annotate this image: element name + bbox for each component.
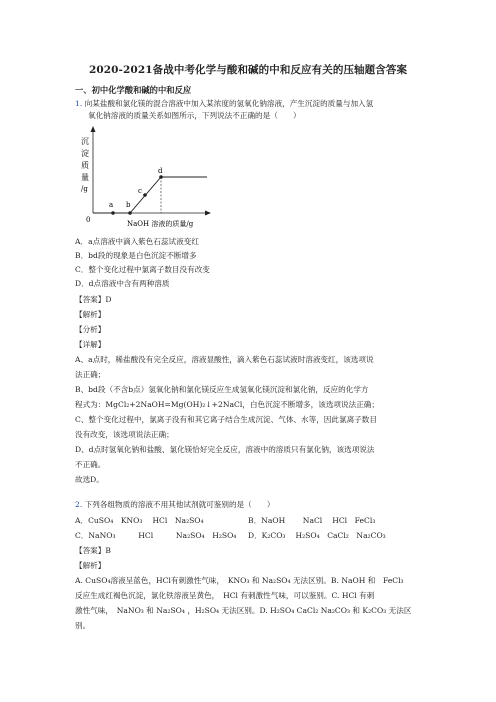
y-label-unit: /g bbox=[81, 185, 88, 193]
q1-detail-line4: 程式为：MgCl₂+2NaOH=Mg(OH)₂↓+2NaCl，白色沉淀不断增多，该选项说法正确； bbox=[75, 400, 379, 409]
q1-answer: 【答案】D bbox=[75, 295, 112, 304]
q1-detail-line9: 故选D。 bbox=[75, 475, 104, 484]
q2-answer: 【答案】B bbox=[75, 546, 111, 555]
section-heading: 一、初中化学酸和碱的中和反应 bbox=[75, 85, 192, 95]
q2-option-b: B．NaOH NaCl HCl FeCl₃ bbox=[248, 516, 376, 525]
q2-option-d: D．K₂CO₃ H₂SO₄ CaCl₂ Na₂CO₃ bbox=[248, 531, 386, 540]
q1-detail-line7: D、d点时氢氧化钠和盐酸、氯化镁恰好完全反应，溶液中的溶质只有氯化钠，该选项说法 bbox=[75, 445, 375, 454]
document-title: 2020-2021备战中考化学与酸和碱的中和反应有关的压轴题含答案 bbox=[88, 64, 408, 76]
q1-option-c: C．整个变化过程中氯离子数目没有改变 bbox=[75, 265, 210, 274]
y-label-3: 质 bbox=[81, 161, 89, 170]
q2-option-a: A．CuSO₄ KNO₃ HCl Na₂SO₄ bbox=[75, 516, 204, 525]
q2-detail-line3: 激性气味， NaNO₃ 和 Na₂SO₄ ，H₂SO₄ 无法区别。D. H₂SO₄ CaCl₂ Na₂CO₃ 和 K₂CO₃ 无法区 bbox=[75, 606, 412, 615]
y-axis-arrow bbox=[91, 126, 96, 132]
q2-detail-line4: 别。 bbox=[75, 621, 91, 630]
q2-stem: 2. 下列各组物质的溶液不用其他试剂就可鉴别的是（ ） bbox=[75, 500, 275, 509]
point-b-label: b bbox=[126, 201, 131, 209]
q1-precipitate-graph bbox=[75, 124, 215, 232]
q1-number: 1. bbox=[75, 99, 83, 108]
q1-detail-line3: B、bd段（不含b点）氢氧化钠和氯化镁反应生成氢氧化镁沉淀和氯化钠，反应的化学方 bbox=[75, 385, 369, 394]
point-c-label: c bbox=[138, 187, 142, 195]
point-d-label: d bbox=[158, 167, 163, 175]
q1-detail-line6: 没有改变，该选项说法正确； bbox=[75, 430, 174, 439]
point-d bbox=[159, 175, 163, 179]
y-label-2: 淀 bbox=[81, 149, 89, 158]
y-label-1: 沉 bbox=[81, 137, 89, 146]
origin-label: 0 bbox=[86, 216, 91, 224]
q2-detail-line1: A. CuSO₄溶液呈蓝色，HCl有刺激性气味， KNO₃ 和 Na₂SO₄ 无法区别。B. NaOH 和 FeCl₃ bbox=[75, 576, 404, 585]
q1-stem-line1: 1. 向某盐酸和氯化镁的混合溶液中加入某浓度的氢氧化钠溶液，产生沉淀的质量与加入氢 bbox=[75, 99, 374, 108]
q1-detail-line8: 不正确。 bbox=[75, 460, 106, 469]
point-a bbox=[111, 211, 115, 215]
q1-xiangjie-tag: 【详解】 bbox=[75, 340, 106, 349]
y-label-4: 量 bbox=[81, 173, 89, 182]
point-b bbox=[128, 211, 132, 215]
x-axis-arrow bbox=[205, 211, 211, 216]
q1-jiexi-tag: 【解析】 bbox=[75, 310, 106, 319]
q1-stem-line2: 氧化钠溶液的质量关系如图所示，下列说法不正确的是（ ） bbox=[88, 111, 301, 120]
q2-option-c: C．NaNO₃ HCl Na₂SO₄ H₂SO₄ bbox=[75, 531, 237, 540]
x-axis-label: NaOH 溶液的质量/g bbox=[127, 220, 194, 228]
q2-detail-line2: 反应生成红褐色沉淀，氯化铁溶液呈黄色， HCl 有刺激性气味，可以鉴别。C. HCl 有刺 bbox=[75, 591, 375, 600]
q1-detail-line5: C、整个变化过程中，氯离子没有和其它离子结合生成沉淀、气体、水等，因此氯离子数目 bbox=[75, 415, 377, 424]
point-c bbox=[143, 193, 147, 197]
q2-jiexi-tag: 【解析】 bbox=[75, 561, 106, 570]
q1-detail-line1: A、a点时，稀盐酸没有完全反应，溶液显酸性，滴入紫色石蕊试液时溶液变红，该选项说 bbox=[75, 355, 374, 364]
q2-number: 2. bbox=[75, 500, 83, 509]
q1-option-d: D．d点溶液中含有两种溶质 bbox=[75, 279, 170, 288]
q1-detail-line2: 法正确； bbox=[75, 370, 106, 379]
q1-fenxi-tag: 【分析】 bbox=[75, 325, 106, 334]
point-a-label: a bbox=[109, 201, 114, 209]
q1-option-a: A．a点溶液中滴入紫色石蕊试液变红 bbox=[75, 237, 199, 246]
q1-option-b: B．bd段的现象是白色沉淀不断增多 bbox=[75, 251, 197, 260]
